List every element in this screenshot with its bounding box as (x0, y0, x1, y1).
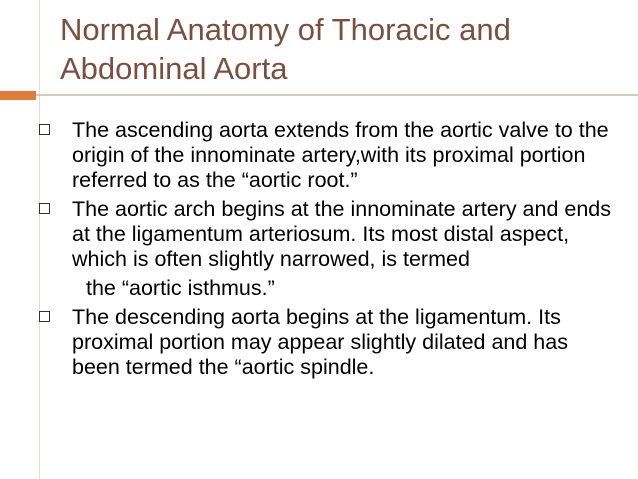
bullet-text: The descending aorta begins at the ligamentum. Its proximal portion may appear slightly dilated and has been termed the “aortic spindle. (72, 305, 568, 379)
hollow-square-icon (39, 203, 50, 214)
hollow-square-icon (39, 124, 50, 135)
title-accent-block (0, 91, 36, 100)
bullet-item-ascending-aorta (38, 118, 616, 193)
bullet-item-descending-aorta (38, 305, 616, 380)
hollow-square-icon (39, 311, 50, 322)
bullet-item-aortic-arch (38, 197, 616, 301)
bullet-text: The ascending aorta extends from the aortic valve to the origin of the innominate artery,with its proximal portion referred to as the “aortic root.” (72, 118, 609, 192)
slide-title: Normal Anatomy of Thoracic and Abdominal Aorta (60, 12, 511, 86)
title-divider (0, 94, 638, 96)
bullet-continuation-text: the “aortic isthmus.” (86, 276, 275, 300)
bullet-text: The aortic arch begins at the innominate artery and ends at the ligamentum arteriosum. Its most distal aspect, which is often slightly narrowed, is termed (72, 197, 612, 271)
bullet-list (38, 118, 616, 479)
